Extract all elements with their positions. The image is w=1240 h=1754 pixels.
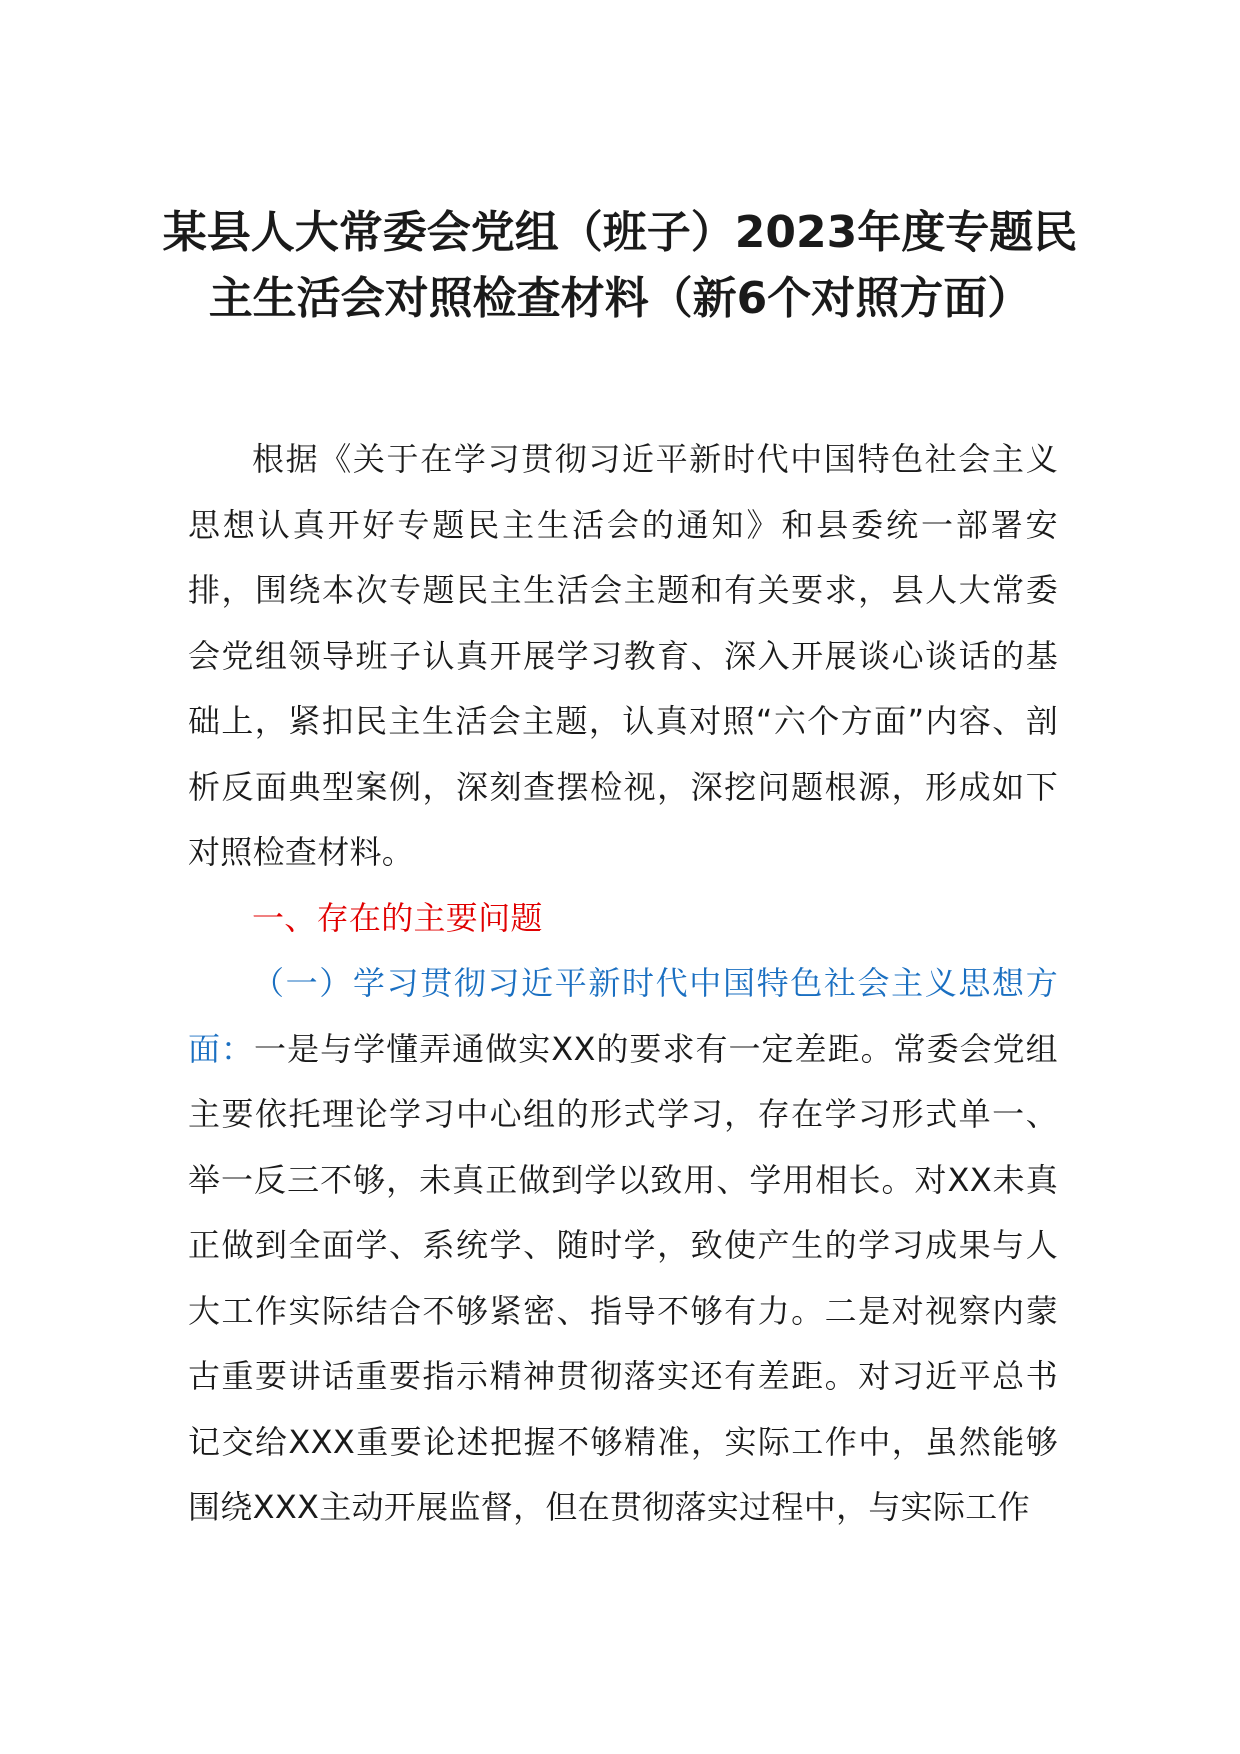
section-paragraph <box>188 886 1058 952</box>
document-body <box>188 427 1058 1541</box>
subsection-heading: （一）学习贯彻习近平新时代中国特色社会主义思想方面： <box>188 964 1058 1068</box>
subsection-text: 一是与学懂弄通做实XX的要求有一定差距。常委会党组主要依托理论学习中心组的形式学习，存在学习形式单一、举一反三不够，未真正做到学以致用、学用相长。对XX未真正做到全面学、系统学、随时学，致使产生的学习成果与人大工作实际结合不够紧密、指导不够有力。二是对视察内蒙古重要讲话重要指示精神贯彻落实还有差距。对习近平总书记交给XXX重要论述把握不够精准，实际工作中，虽然能够围绕XXX主动开展监督，但在贯彻落实过程中，与实际工作 <box>188 1029 1058 1526</box>
section-heading: 一、存在的主要问题 <box>252 898 543 937</box>
document-title: 某县人大常委会党组（班子）2023年度专题民主生活会对照检查材料（新6个对照方面） <box>162 207 1078 324</box>
intro-paragraph: 根据《关于在学习贯彻习近平新时代中国特色社会主义思想认真开好专题民主生活会的通知》和县委统一部署安排，围绕本次专题民主生活会主题和有关要求，县人大常委会党组领导班子认真开展学习教育、深入开展谈心谈话的基础上，紧扣民主生活会主题，认真对照“六个方面”内容、剖析反面典型案例，深刻查摆检视，深挖问题根源，形成如下对照检查材料。 <box>188 440 1058 871</box>
subsection-paragraph <box>188 951 1058 1541</box>
